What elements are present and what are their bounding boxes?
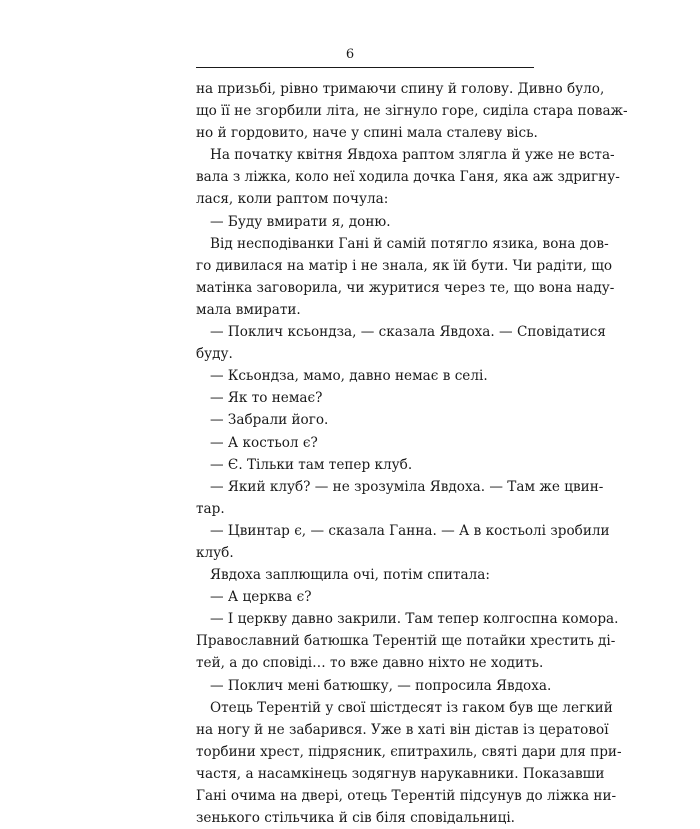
text-line: лася, коли раптом почула: [196, 191, 389, 208]
text-line: Явдоха заплющила очі, потім спитала: [210, 567, 490, 584]
text-line: тей, а до сповіді… то вже давно ніхто не ходить. [196, 655, 544, 672]
text-line: На початку квітня Явдоха раптом злягла й уже не вста- [210, 147, 615, 164]
text-line: частя, а насамкінець зодягнув нарукавники. Показавши [196, 765, 605, 782]
text-line: — Який клуб? — не зрозуміла Явдоха. — Там же цвин- [210, 478, 604, 495]
text-line: буду. [196, 346, 233, 363]
text-line: матінка заговорила, чи журитися через те, що вона наду- [196, 279, 615, 296]
text-line: — І церкву давно закрили. Там тепер колгоспна комора. [210, 611, 619, 628]
text-line: мала вмирати. [196, 301, 301, 318]
text-line: — Цвинтар є, — сказала Ганна. — А в костьолі зробили [210, 522, 610, 539]
text-line: — Поклич мені батюшку, — попросила Явдоха. [210, 677, 552, 694]
text-line: — А церква є? [210, 589, 312, 606]
text-line: клуб. [196, 544, 234, 561]
header-rule [196, 67, 534, 68]
text-line: Гані очима на двері, отець Терентій підсунув до ліжка ни- [196, 788, 617, 804]
text-line: тар. [196, 500, 225, 517]
text-line: Православний батюшка Терентій ще потайки хрестить ді- [196, 633, 616, 650]
text-line: — Буду вмирати я, доню. [210, 213, 391, 230]
text-line: на ногу й не забарився. Уже в хаті він дістав із цератової [196, 721, 609, 738]
page-number: 6 [345, 47, 355, 62]
text-line: но й гордовито, наче у спині мала сталеву вісь. [196, 125, 538, 142]
text-line: — Як то немає? [210, 390, 323, 407]
text-line: торбини хрест, підрясник, єпитрахиль, святі дари для при- [196, 743, 622, 760]
text-line: зенького стільчика й сів біля сповідальниці. [196, 810, 515, 827]
text-line: го дивилася на матір і не знала, як їй бути. Чи радіти, що [196, 257, 613, 274]
text-line: — А костьол є? [210, 434, 318, 451]
text-line: на призьбі, рівно тримаючи спину й голову. Дивно було, [196, 81, 605, 97]
text-line: Від несподіванки Гані й самій потягло язика, вона дов- [210, 235, 609, 252]
text-line: вала з ліжка, коло неї ходила дочка Ганя, яка аж здригну- [196, 169, 620, 186]
text-line: — Поклич ксьондза, — сказала Явдоха. — Сповідатися [210, 324, 606, 341]
text-line: що її не згорбили літа, не зігнуло горе, сиділа стара поваж- [196, 103, 628, 120]
text-line: — Забрали його. [210, 412, 329, 429]
text-line: — Ксьондза, мамо, давно немає в селі. [210, 368, 488, 385]
text-line: — Є. Тільки там тепер клуб. [210, 456, 413, 473]
text-line: Отець Терентій у свої шістдесят із гаком був ще легкий [210, 699, 613, 716]
body-text [196, 78, 628, 829]
